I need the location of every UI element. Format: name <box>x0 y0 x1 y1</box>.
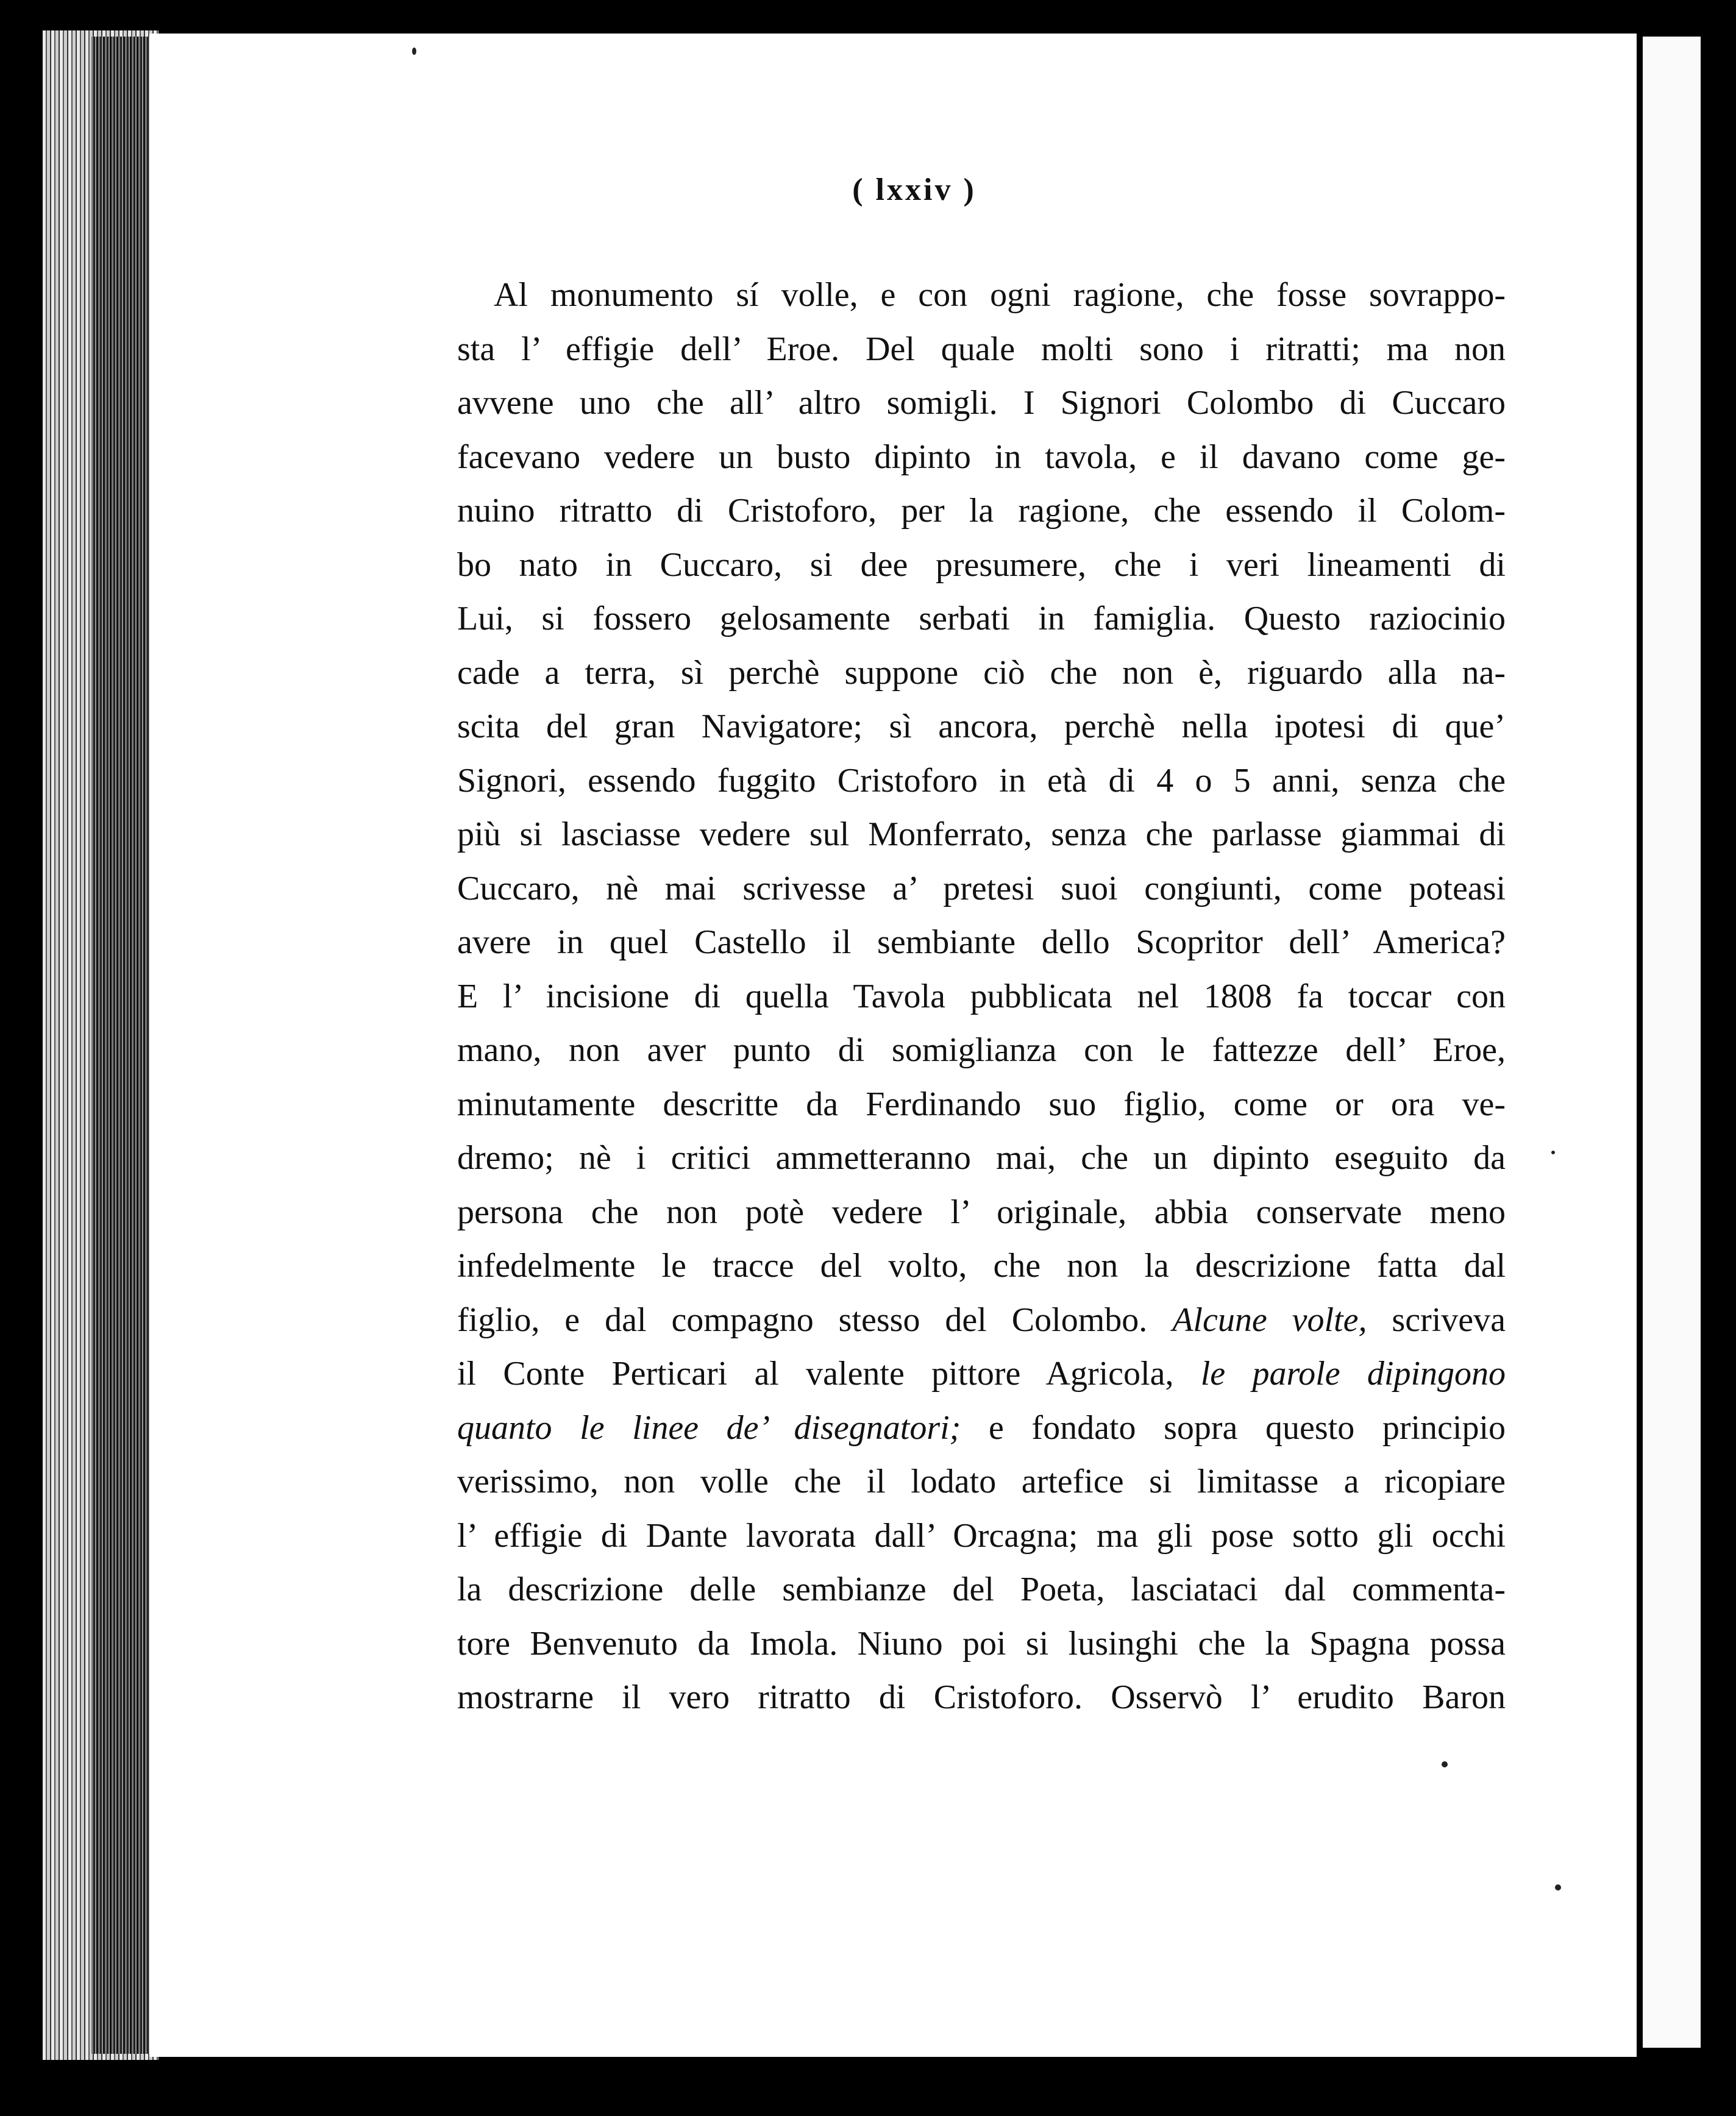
text-line: nuino ritratto di Cristoforo, per la ragione, che essendo il Colom- <box>457 492 1506 530</box>
text-line: E l’ incisione di quella Tavola pubblicata nel 1808 fa toccar con <box>457 977 1506 1015</box>
text-line: mostrarne il vero ritratto di Cristoforo. Osservò l’ erudito Baron <box>457 1678 1506 1716</box>
text-line: dremo; nè i critici ammetteranno mai, che un dipinto eseguito da <box>457 1139 1506 1177</box>
scan-speck <box>1442 1761 1448 1767</box>
text-segment: scriveva <box>1392 1301 1506 1339</box>
text-line: scita del gran Navigatore; sì ancora, perchè nella ipotesi di que’ <box>457 708 1506 745</box>
text-line: bo nato in Cuccaro, si dee presumere, che i veri lineamenti di <box>457 545 1506 584</box>
facing-page-edge <box>1643 37 1701 2048</box>
text-line: più si lasciasse vedere sul Monferrato, senza che parlasse giammai di <box>457 815 1506 853</box>
scan-speck <box>412 48 416 55</box>
text-line: infedelmente le tracce del volto, che non la descrizione fatta dal <box>457 1247 1506 1285</box>
text-line: verissimo, non volle che il lodato artefice si limitasse a ricopiare <box>457 1463 1506 1500</box>
text-line: cade a terra, sì perchè suppone ciò che non è, riguardo alla na- <box>457 653 1506 692</box>
text-segment: il Conte Perticari al valente pittore Agricola, <box>457 1355 1174 1393</box>
text-line: avere in quel Castello il sembiante dello Scopritor dell’ America? <box>457 923 1506 961</box>
text-line-with-italic <box>457 1347 1506 1401</box>
text-line: facevano vedere un busto dipinto in tavola, e il davano come ge- <box>457 438 1506 476</box>
text-segment: e fondato sopra questo principio <box>988 1408 1506 1447</box>
text-line: avvene uno che all’ altro somigli. I Signori Colombo di Cuccaro <box>457 384 1506 422</box>
text-line: sta l’ effigie dell’ Eroe. Del quale molti sono i ritratti; ma non <box>457 330 1506 368</box>
scan-speck <box>1555 1884 1561 1891</box>
italic-quote: le parole dipingono <box>1200 1355 1506 1393</box>
text-line: la descrizione delle sembianze del Poeta, lasciataci dal commenta- <box>457 1571 1506 1608</box>
text-line: mano, non aver punto di somiglianza con le fattezze dell’ Eroe, <box>457 1031 1506 1069</box>
text-line: Cuccaro, nè mai scrivesse a’ pretesi suoi congiunti, come poteasi <box>457 869 1506 907</box>
text-line: tore Benvenuto da Imola. Niuno poi si lusinghi che la Spagna possa <box>457 1624 1506 1663</box>
text-segment: figlio, e dal compagno stesso del Colombo. <box>457 1301 1148 1339</box>
italic-quote: Alcune volte, <box>1172 1301 1367 1339</box>
body-text <box>457 268 1506 1725</box>
text-line-with-italic <box>457 1401 1506 1455</box>
text-line: persona che non potè vedere l’ originale, abbia conservate meno <box>457 1193 1506 1231</box>
text-line: minutamente descritte da Ferdinando suo figlio, come or ora ve- <box>457 1085 1506 1123</box>
scan-speck <box>1551 1151 1555 1154</box>
text-line: Signori, essendo fuggito Cristoforo in età di 4 o 5 anni, senza che <box>457 761 1506 800</box>
text-line: Al monumento sí volle, e con ogni ragione, che fosse sovrappo- <box>494 276 1506 314</box>
text-line: Lui, si fossero gelosamente serbati in famiglia. Questo raziocinio <box>457 600 1506 637</box>
page-number-heading: ( lxxiv ) <box>852 172 976 207</box>
italic-quote: quanto le linee de’ disegnatori; <box>457 1408 961 1447</box>
text-line: l’ effigie di Dante lavorata dall’ Orcagna; ma gli pose sotto gli occhi <box>457 1516 1506 1555</box>
book-page-edges-shadow <box>91 37 152 2054</box>
text-line-with-italic <box>457 1293 1506 1347</box>
